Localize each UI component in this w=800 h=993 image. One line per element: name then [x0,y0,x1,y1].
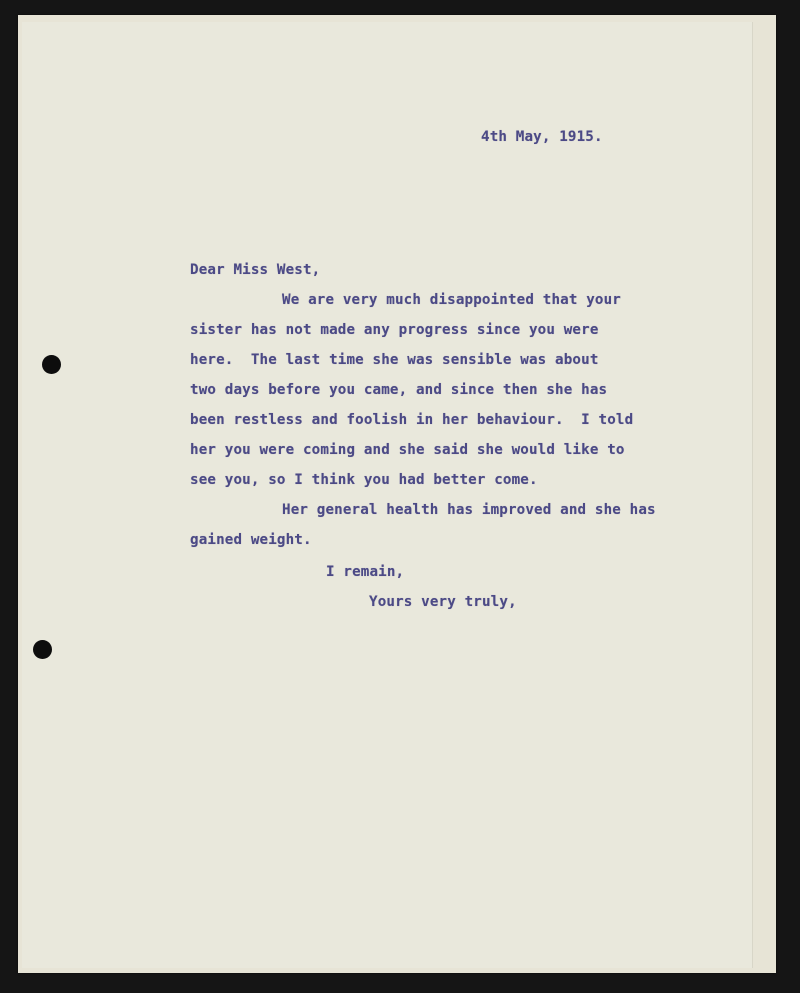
letter-closing: I remain, [326,564,405,580]
body-line: here. The last time she was sensible was about [190,352,599,368]
letter-signoff: Yours very truly, [369,594,517,610]
paper-sheet [22,22,753,968]
body-line: Her general health has improved and she has [282,502,656,518]
body-line: see you, so I think you had better come. [190,472,538,488]
letter-salutation: Dear Miss West, [190,262,321,278]
body-line: two days before you came, and since then she has [190,382,608,398]
body-line: We are very much disappointed that your [282,292,621,308]
letter-date: 4th May, 1915. [481,129,603,145]
body-line: her you were coming and she said she would like to [190,442,625,458]
body-line: been restless and foolish in her behaviour. I told [190,412,634,428]
body-line: sister has not made any progress since you were [190,322,599,338]
punch-hole-top [42,355,61,374]
body-line: gained weight. [190,532,312,548]
punch-hole-bottom [33,640,52,659]
